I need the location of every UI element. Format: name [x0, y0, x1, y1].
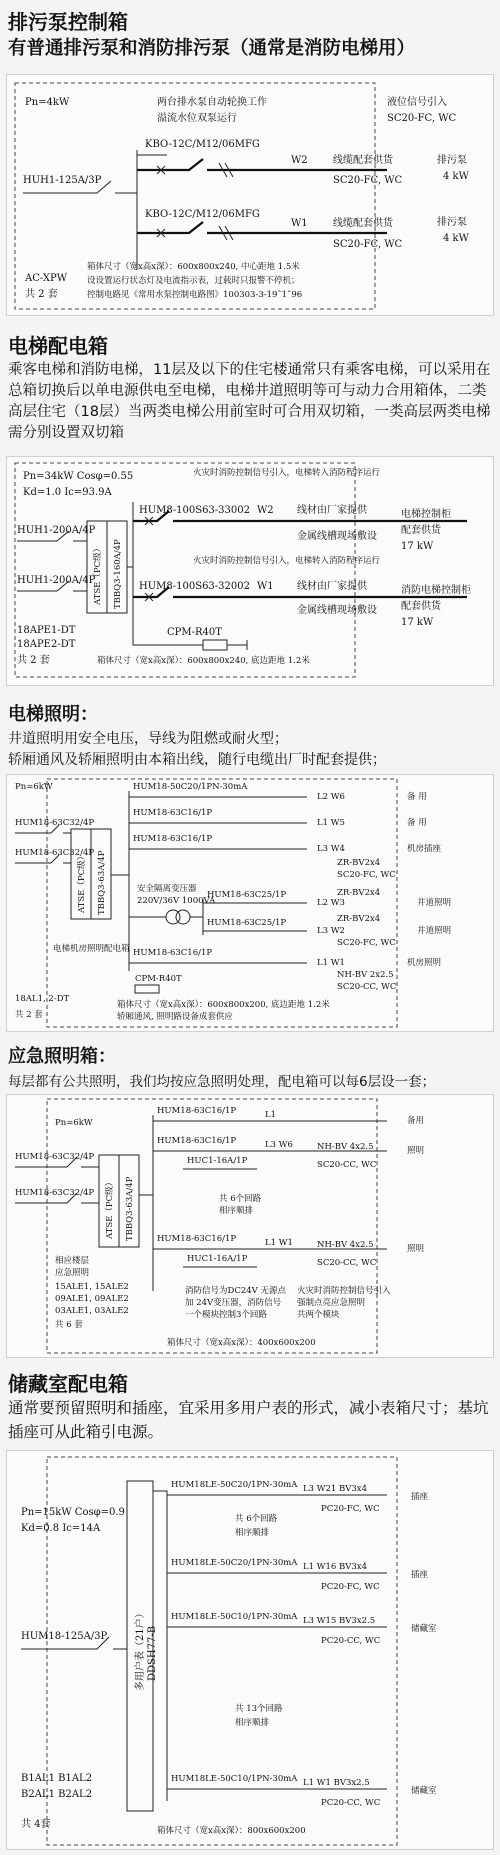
r3-circuit: L1 W1 [265, 1238, 293, 1248]
box-size: 箱体尺寸（宽x高x深）：600x800x240, 中心距地 1.5米 [87, 262, 300, 272]
r5-conduit: SC20-FC, WC [337, 938, 396, 948]
diagram-sewage-pump [6, 74, 494, 316]
power-rating: Pn=4kW [25, 97, 70, 108]
r5-circuit: L3 W2 [317, 926, 345, 936]
incoming-2: HUH1-200A/4P [17, 575, 96, 586]
control-ref: 控制电路见《常用水泵控制电路图》100303-3-19ˆ1ˆ96 [87, 290, 303, 300]
incoming-1: HUM18-63C32/4P [15, 818, 95, 828]
section-title-elevator: 电梯配电箱 [8, 334, 108, 358]
circuit-w1: W1 [291, 218, 308, 229]
g2-count: 共 13个回路 [235, 1704, 283, 1714]
box-sets: 共 2 套 [15, 1010, 43, 1020]
r5-dest: 井道照明 [417, 926, 452, 936]
r3-breaker: HUM18-63C16/1P [157, 1234, 237, 1244]
note-6: 共两个模块 [297, 1310, 340, 1320]
r5-cable: ZR-BV2x4 [337, 914, 381, 924]
branch-breaker-1: KBO-12C/M12/06MFG [145, 139, 260, 150]
box-model: AC-XPW [25, 273, 68, 284]
source-3: 03ALE1, 03ALE2 [55, 1306, 129, 1316]
group-count: 共 6个回路 [219, 1194, 262, 1204]
source-2: B2AL1 B2AL2 [21, 1789, 93, 1800]
fire-signal-1: 火灾时消防控制信号引入，电梯转入消防程序运行 [193, 468, 381, 478]
breaker-1: HUM8-100S63-33002 [139, 505, 250, 516]
r2-cable: NH-BV 4x2.5 [317, 1142, 374, 1152]
transformer-label: 安全隔离变压器 [137, 884, 197, 894]
diagram-elevator-lighting [6, 774, 494, 1032]
r3-cable: NH-BV 4x2.5 [317, 1240, 374, 1250]
r4-circuit: L1 W1 BV3x2.5 [303, 1778, 370, 1788]
r3-circuit: L3 W4 [317, 844, 345, 854]
r3-breaker: HUM18-63C16/1P [133, 834, 213, 844]
power-rating: Pn=34kW Cosφ=0.55 [23, 471, 134, 482]
section-body-elevator-lighting-2: 轿厢通风及轿厢照明由本箱出线，随行电缆出厂时配套提供； [8, 752, 386, 768]
r2-dest: 照明 [407, 1146, 425, 1156]
section-body-storage: 通常要预留照明和插座，宜采用多用户表的形式，减小表箱尺寸；基坑插座可从此箱引电源。 [8, 1399, 489, 1441]
r2-circuit: L3 W6 [265, 1140, 293, 1150]
pump-1-power: 4 kW [443, 171, 469, 182]
r2-breaker: HUM18-63C16/1P [133, 808, 213, 818]
r1-circuit: L1 [265, 1110, 277, 1120]
r3-conduit: SC20-FC, WC [337, 870, 396, 880]
r5-breaker: HUM18-63C25/1P [207, 918, 287, 928]
demand-factor: Kd=0.8 Ic=14A [21, 1523, 101, 1534]
circuit-w1: W1 [257, 581, 274, 592]
r6-cable: NH-BV 2x2.5 [337, 970, 394, 980]
status-note: 设设置运行状态灯及电流指示表，过载时只报警不停机； [87, 276, 300, 286]
fire-signal-2: 火灾时消防控制信号引入，电梯转入消防程序运行 [193, 556, 381, 566]
pump-2-power: 4 kW [443, 233, 469, 244]
demand-factor: Kd=1.0 Ic=93.9A [23, 487, 112, 498]
section-subtitle-sewage-pump: 有普通排污泵和消防排污泵（通常是消防电梯用） [8, 38, 416, 59]
box-size: 箱体尺寸（宽x高x深）：800x600x200 [157, 1826, 306, 1836]
r2-circuit: L1 W5 [317, 818, 345, 828]
box-sets: 共 2 套 [17, 655, 50, 666]
r3-dest: 机房插座 [407, 844, 442, 854]
r6-breaker: HUM18-63C16/1P [133, 948, 213, 958]
r3-cable: ZR-BV2x4 [337, 858, 381, 868]
box-size: 箱体尺寸（宽x高x深）：400x600x200 [167, 1338, 316, 1348]
pump-1-label: 排污泵 [437, 155, 467, 166]
g1-phase: 相序顺排 [235, 1528, 270, 1538]
r6-circuit: L1 W1 [317, 958, 345, 968]
r1-circuit: L2 W6 [317, 792, 345, 802]
g1-count: 共 6个回路 [235, 1514, 278, 1524]
section-title-emergency-lighting: 应急照明箱： [8, 1046, 116, 1067]
cable-note-1: 线缆配套供货 [333, 155, 393, 166]
r3-conduit: SC20-CC, WC [317, 1258, 377, 1268]
level-signal: 液位信号引入 [387, 97, 447, 108]
r2-conduit: SC20-CC, WC [317, 1160, 377, 1170]
source: 18AL1, 2-DT [15, 994, 70, 1004]
box-sets: 共 6 套 [55, 1320, 83, 1330]
r3-conduit: PC20-CC, WC [321, 1636, 381, 1646]
spd-label: CPM-R40T [167, 627, 222, 638]
r4-breaker: HUM18-63C25/1P [207, 890, 287, 900]
r1-breaker: HUM18LE-50C20/1PN-30mA [171, 1480, 298, 1490]
section-title-sewage-pump: 排污泵控制箱 [8, 10, 128, 34]
breaker-2: HUM8-100S63-32002 [139, 581, 250, 592]
r3-breaker: HUM18LE-50C10/1PN-30mA [171, 1612, 298, 1622]
meter-model: DDSH77-B [147, 1625, 158, 1681]
cable-supplier-1: 线材由厂家提供 [297, 505, 367, 516]
branch-breaker-2: KBO-12C/M12/06MFG [145, 209, 260, 220]
meter-type: 多用户表（21户） [135, 1608, 146, 1691]
note-5: 强制点亮应急照明 [297, 1298, 366, 1308]
diagram-emergency-lighting [6, 1094, 494, 1358]
box-sets: 共 4套 [21, 1819, 51, 1830]
note-4: 火灾时消防控制信号引入 [297, 1286, 391, 1296]
cable-note-2: 线缆配套供货 [333, 218, 393, 229]
r2-dest: 备 用 [407, 818, 427, 828]
r1-conduit: PC20-FC, WC [321, 1504, 380, 1514]
source-type: 应急照明 [55, 1268, 90, 1278]
section-body-emergency-lighting: 每层都有公共照明，我们均按应急照明处理，配电箱可以每6层设一套； [8, 1074, 436, 1090]
source-2: 18APE2-DT [17, 639, 76, 650]
r2-dest: 插座 [411, 1570, 429, 1580]
diagram-elevator [6, 456, 494, 686]
dest-1-supply: 配套供货 [401, 525, 441, 536]
section-body-elevator: 乘客电梯和消防电梯，11层及以下的住宅楼通常只有乘客电梯，可以采用在总箱切换后以单电源供电至电梯，电梯井道照明等可与动力合用箱体，二类高层住宅（18层）当两类电梯公用前室时可合用双切箱，一类高层两类电梯需分别设置双切箱 [8, 362, 491, 441]
section-title-storage: 储藏室配电箱 [8, 1372, 128, 1396]
circuit-w2: W2 [257, 505, 274, 516]
box-label: 电梯机房照明配电箱 [53, 944, 130, 954]
dest-2-power: 17 kW [401, 617, 434, 628]
source-1: 18APE1-DT [17, 625, 76, 636]
incoming-2: HUM18-63C32/4P [15, 848, 95, 858]
r1-dest: 插座 [411, 1492, 429, 1502]
r1-dest: 备 用 [407, 792, 427, 802]
r6-dest: 机房照明 [407, 958, 442, 968]
r2-contactor: HUC1-16A/1P [187, 1156, 248, 1166]
note-1: 消防信号为DC24V 无源点 [185, 1286, 286, 1296]
spd-label: CPM-R40T [135, 974, 182, 984]
dest-2: 消防电梯控制柜 [401, 585, 471, 596]
r6-conduit: SC20-CC, WC [337, 982, 397, 992]
box-size: 箱体尺寸（宽x高x深）：600x800x240, 底边距地 1.2米 [97, 656, 310, 666]
dest-1-power: 17 kW [401, 541, 434, 552]
r3-dest: 照明 [407, 1244, 425, 1254]
tray-1: 金属线槽现场敷设 [297, 531, 377, 542]
r1-dest: 备用 [407, 1116, 425, 1126]
note-3: 一个模块控制3个回路 [185, 1310, 267, 1320]
note-2: 加 24V变压器，消防信号 [185, 1298, 282, 1308]
r1-breaker: HUM18-63C16/1P [157, 1106, 237, 1116]
source-1: 15ALE1, 15ALE2 [55, 1282, 129, 1292]
r3-contactor: HUC1-16A/1P [187, 1254, 248, 1264]
circuit-w2: W2 [291, 155, 308, 166]
dest-2-supply: 配套供货 [401, 601, 441, 612]
dest-1: 电梯控制柜 [401, 509, 451, 520]
box-sets: 共 2 套 [25, 289, 58, 300]
power-rating: Pn=6kW [15, 782, 53, 792]
box-note: 轿厢通风, 照明路设备成套供应 [117, 1012, 233, 1022]
incoming-1: HUM18-63C32/4P [15, 1152, 95, 1162]
ats-model: TBBQ3-63A/4P [125, 1176, 135, 1241]
r4-dest: 井道照明 [417, 898, 452, 908]
main-breaker-label: HUH1-125A/3P [23, 175, 102, 186]
tray-2: 金属线槽现场敷设 [297, 605, 377, 616]
r3-dest: 储藏室 [411, 1624, 437, 1634]
incoming: HUM18-125A/3P [21, 1631, 108, 1642]
box-size: 箱体尺寸（宽x高x深）：600x800x200, 底边距地 1.2米 [117, 1000, 330, 1010]
ats-type: ATSE（PC级） [105, 1177, 115, 1239]
r2-breaker: HUM18LE-50C20/1PN-30mA [171, 1558, 298, 1568]
source-1: B1AL1 B1AL2 [21, 1773, 93, 1784]
pump-2-label: 排污泵 [437, 217, 467, 228]
r4-circuit: L2 W3 [317, 898, 345, 908]
incoming-1: HUH1-200A/4P [17, 525, 96, 536]
diagram-storage [6, 1450, 494, 1850]
cable-spec-2: SC20-FC, WC [333, 239, 403, 250]
source-floor: 相应楼层 [55, 1256, 90, 1266]
note-alternating: 两台排水泵自动轮换工作 [157, 97, 267, 108]
transformer-rating: 220V/36V 1000VA [137, 896, 216, 906]
section-body-elevator-lighting-1: 井道照明用安全电压，导线为阻燃或耐火型； [8, 731, 288, 747]
note-overflow: 溢流水位双泵运行 [157, 113, 237, 124]
cable-supplier-2: 线材由厂家提供 [297, 581, 367, 592]
r4-conduit: PC20-CC, WC [321, 1798, 381, 1808]
power-rating: Pn=6kW [55, 1118, 93, 1128]
r1-breaker: HUM18-50C20/1PN-30mA [133, 782, 248, 792]
r4-dest: 储藏室 [411, 1786, 437, 1796]
r2-conduit: PC20-FC, WC [321, 1582, 380, 1592]
power-rating: Pn=15kW Cosφ=0.9 [21, 1507, 125, 1518]
group-phase: 相序顺排 [219, 1206, 254, 1216]
ats-type: ATSE（PC级） [93, 543, 103, 605]
level-cable: SC20-FC, WC [387, 113, 457, 124]
r2-circuit: L1 W16 BV3x4 [303, 1562, 368, 1572]
ats-model: TBBQ3-63A/4P [97, 850, 107, 915]
source-2: 09ALE1, 09ALE2 [55, 1294, 129, 1304]
ats-model: TBBQ3-160A/4P [113, 539, 123, 609]
r4-breaker: HUM18LE-50C10/1PN-30mA [171, 1774, 298, 1784]
r1-circuit: L3 W21 BV3x4 [303, 1484, 368, 1494]
r4-cable: ZR-BV2x4 [337, 888, 381, 898]
r3-circuit: L3 W15 BV3x2.5 [303, 1616, 376, 1626]
section-title-elevator-lighting: 电梯照明： [8, 704, 98, 725]
g2-phase: 相序顺排 [235, 1718, 270, 1728]
ats-type: ATSE（PC级） [77, 851, 87, 913]
r2-breaker: HUM18-63C16/1P [157, 1136, 237, 1146]
incoming-2: HUM18-63C32/4P [15, 1188, 95, 1198]
cable-spec-1: SC20-FC, WC [333, 175, 403, 186]
